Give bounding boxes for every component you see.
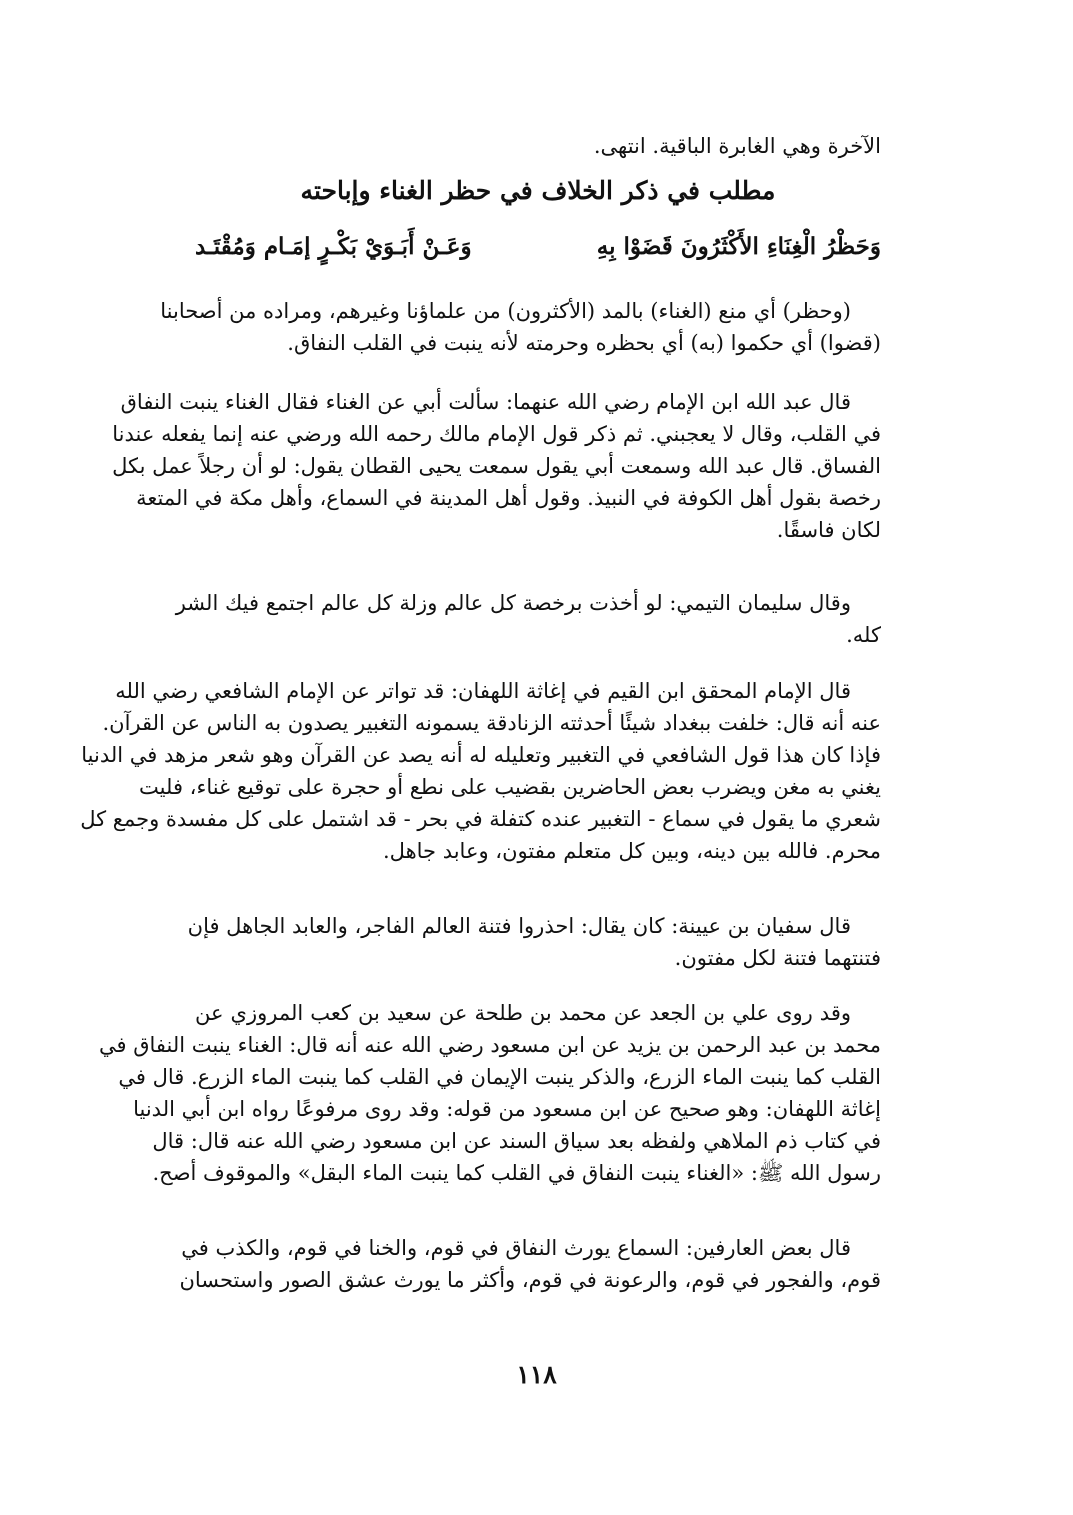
- text-line: فإذا كان هذا قول الشافعي في التغبير وتعليله له أنه يصد عن القرآن وهو شعر مزهد في الدنيا: [81, 742, 881, 767]
- text-line: وقد روى علي بن الجعد عن محمد بن طلحة عن سعيد بن كعب المروزي عن: [195, 1001, 851, 1025]
- text-line: في القلب، وقال لا يعجبني. ثم ذكر قول الإمام مالك رحمه الله ورضي عنه إنما يفعله عندنا: [112, 421, 881, 446]
- paragraph-3: [175, 588, 881, 652]
- text-line: رسول الله ﷺ: «الغناء ينبت النفاق في القلب كما ينبت الماء البقل» والموقوف أصح.: [152, 1160, 881, 1185]
- text-line: قوم، والفجور في قوم، والرعونة في قوم، وأكثر ما يورث عشق الصور واستحسان: [179, 1267, 881, 1292]
- top-line: [195, 131, 881, 163]
- text-line: القلب كما ينبت الماء الزرع، والذكر ينبت الإيمان في القلب كما ينبت الماء الزرع. قال في: [118, 1064, 881, 1089]
- text-line: الآخرة وهي الغابرة الباقية. انتهى.: [593, 134, 881, 158]
- text-line: (قضوا) أي حكموا (به) أي بحظره وحرمته لأنه ينبت في القلب النفاق.: [287, 330, 881, 355]
- paragraph-5: [187, 911, 881, 975]
- text-line: كله.: [846, 622, 881, 647]
- text-line: إغاثة اللهفان: وهو صحيح عن ابن مسعود من قوله: وقد روى مرفوعًا رواه ابن أبي الدنيا: [133, 1096, 881, 1121]
- text-line: لكان فاسقًا.: [776, 517, 881, 542]
- text-line: شعري ما يقول في سماع - التغبير عنده كتفلة في بحر - قد اشتمل على كل مفسدة وجمع كل: [80, 806, 881, 831]
- paragraph-2: [112, 387, 881, 547]
- paragraph-4: [80, 676, 881, 867]
- text-line: قال سفيان بن عيينة: كان يقال: احذروا فتنة العالم الفاجر، والعابد الجاهل فإن: [187, 914, 851, 938]
- verse-first-hemistich: وَحَظْرُ الْغِنَاءِ الأَكْثَرُونَ قَضَوْا بِهِ: [596, 233, 881, 260]
- text-line: عنه أنه قال: خلفت ببغداد شيئًا أحدثته الزنادقة يسمونه التغبير يصدون به الناس عن القرآن.: [102, 710, 881, 735]
- paragraph-1: [160, 296, 881, 360]
- text-line: محمد بن عبد الرحمن بن يزيد عن ابن مسعود رضي الله عنه أنه قال: الغناء ينبت النفاق في: [98, 1032, 881, 1057]
- text-line: قال الإمام المحقق ابن القيم في إغاثة اللهفان: قد تواتر عن الإمام الشافعي رضي الله: [115, 679, 851, 703]
- text-line: يغني به مغن ويضرب بعض الحاضرين بقضيب على نطع أو حجرة على توقيع غناء، فليت: [139, 774, 881, 799]
- text-line: في كتاب ذم الملاهي ولفظه بعد سياق السند عن ابن مسعود رضي الله عنه قال: قال: [152, 1128, 881, 1153]
- text-line: الفساق. قال عبد الله وسمعت أبي يقول سمعت يحيى القطان يقول: لو أن رجلاً عمل بكل: [112, 453, 881, 478]
- text-line: وقال سليمان التيمي: لو أخذت برخصة كل عالم وزلة كل عالم اجتمع فيك الشر: [175, 591, 851, 615]
- page-number: ١١٨: [516, 1360, 557, 1389]
- text-line: قال عبد الله ابن الإمام رضي الله عنهما: سألت أبي عن الغناء فقال الغناء ينبت النفاق: [120, 390, 851, 414]
- verse-second-hemistich: وَعَـنْ أَبَـوَيْ بَكْـرٍ إمَـام وَمُقْتَـد: [195, 233, 472, 260]
- poem-verse: [195, 233, 881, 260]
- text-line: محرم. فالله بين دينه، وبين كل متعلم مفتون، وعابد جاهل.: [382, 838, 881, 863]
- text-line: فتنتهما فتنة لكل مفتون.: [674, 945, 881, 970]
- paragraph-6: [98, 998, 881, 1189]
- paragraph-7: [179, 1233, 881, 1297]
- section-heading: مطلب في ذكر الخلاف في حظر الغناء وإباحته: [300, 176, 776, 205]
- text-line: رخصة بقول أهل الكوفة في النبيذ. وقول أهل المدينة في السماع، وأهل مكة في المتعة: [136, 485, 881, 510]
- text-line: (وحظر) أي منع (الغناء) بالمد (الأكثرون) من علماؤنا وغيرهم، ومراده من أصحابنا: [160, 299, 851, 323]
- text-line: قال بعض العارفين: السماع يورث النفاق في قوم، والخنا في قوم، والكذب في: [181, 1236, 851, 1260]
